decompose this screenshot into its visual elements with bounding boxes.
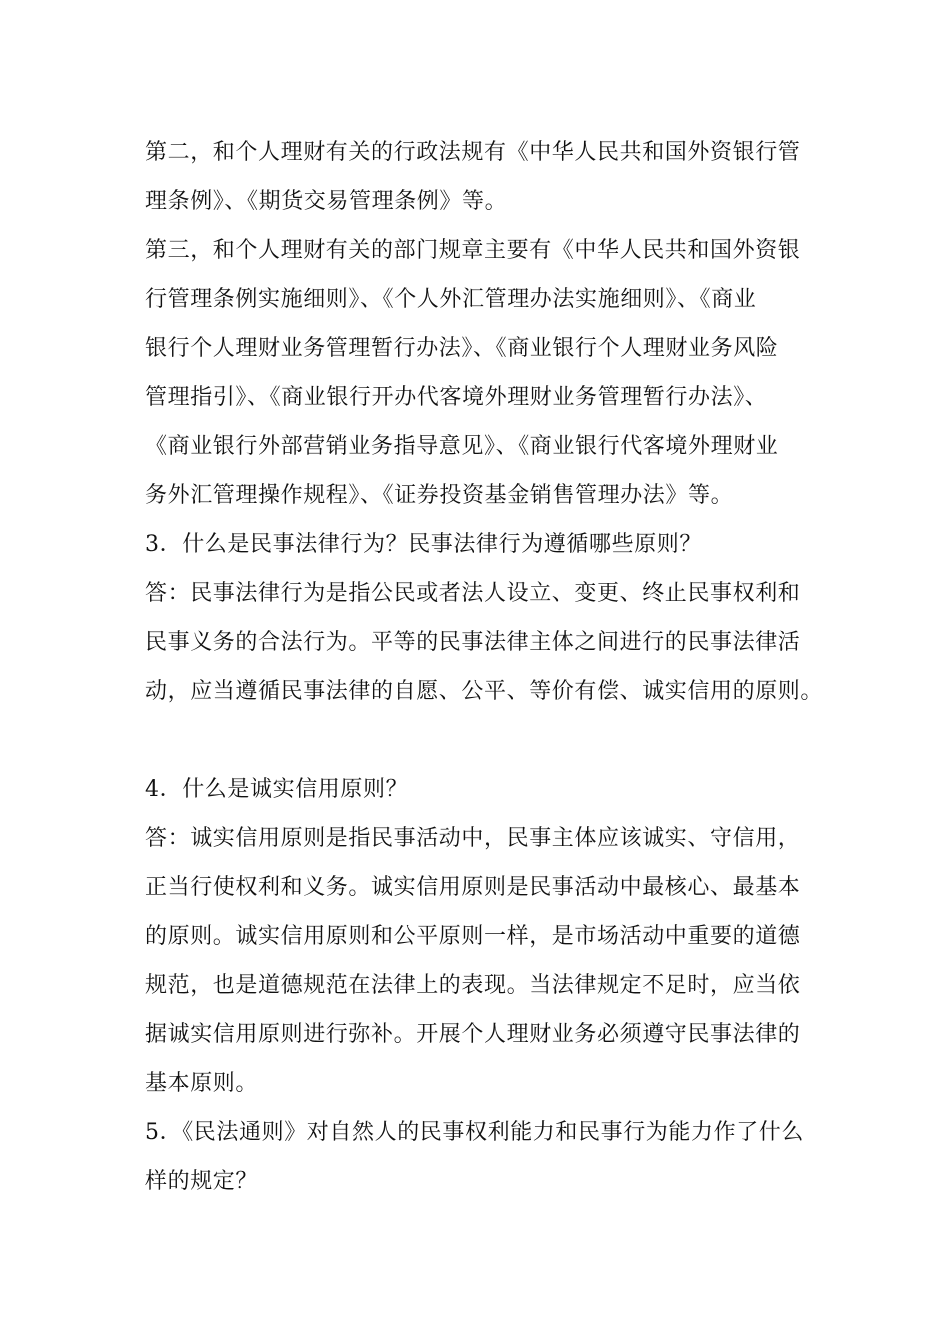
question-heading: 4．什么是诚实信用原则？ <box>145 777 409 802</box>
answer-line: 答：民事法律行为是指公民或者法人设立、变更、终止民事权利和 <box>145 581 801 606</box>
question-heading: 5．《民法通则》对自然人的民事权利能力和民事行为能力作了什么 <box>145 1120 804 1145</box>
answer-line: 民事义务的合法行为。平等的民事法律主体之间进行的民事法律活 <box>145 630 801 655</box>
answer-line: 动，应当遵循民事法律的自愿、公平、等价有偿、诚实信用的原则。 <box>145 679 824 704</box>
paragraph-line: 务外汇管理操作规程》、《证券投资基金销售管理办法》等。 <box>145 483 734 508</box>
paragraph-line: 管理指引》、《商业银行开办代客境外理财业务管理暂行办法》、 <box>145 385 768 410</box>
paragraph-line: 行管理条例实施细则》、《个人外汇管理办法实施细则》、《商业 <box>145 287 757 312</box>
question-heading: 3．什么是民事法律行为？民事法律行为遵循哪些原则？ <box>145 532 702 557</box>
blank-line <box>145 716 835 765</box>
answer-line: 的原则。诚实信用原则和公平原则一样，是市场活动中重要的道德 <box>145 924 801 949</box>
document-body <box>145 128 835 1206</box>
paragraph-line: 银行个人理财业务管理暂行办法》、《商业银行个人理财业务风险 <box>145 336 779 361</box>
answer-line: 据诚实信用原则进行弥补。开展个人理财业务必须遵守民事法律的 <box>145 1022 801 1047</box>
answer-line: 答：诚实信用原则是指民事活动中，民事主体应该诚实、守信用， <box>145 826 801 851</box>
answer-line: 基本原则。 <box>145 1071 259 1096</box>
answer-line: 规范，也是道德规范在法律上的表现。当法律规定不足时，应当依 <box>145 973 801 998</box>
paragraph-line: 第三，和个人理财有关的部门规章主要有《中华人民共和国外资银 <box>145 238 801 263</box>
answer-line: 正当行使权利和义务。诚实信用原则是民事活动中最核心、最基本 <box>145 875 801 900</box>
paragraph-line: 理条例》、《期货交易管理条例》等。 <box>145 189 508 214</box>
paragraph-line: 第二，和个人理财有关的行政法规有《中华人民共和国外资银行管 <box>145 140 801 165</box>
paragraph-line: 《商业银行外部营销业务指导意见》、《商业银行代客境外理财业 <box>145 434 779 459</box>
question-heading: 样的规定？ <box>145 1169 259 1194</box>
